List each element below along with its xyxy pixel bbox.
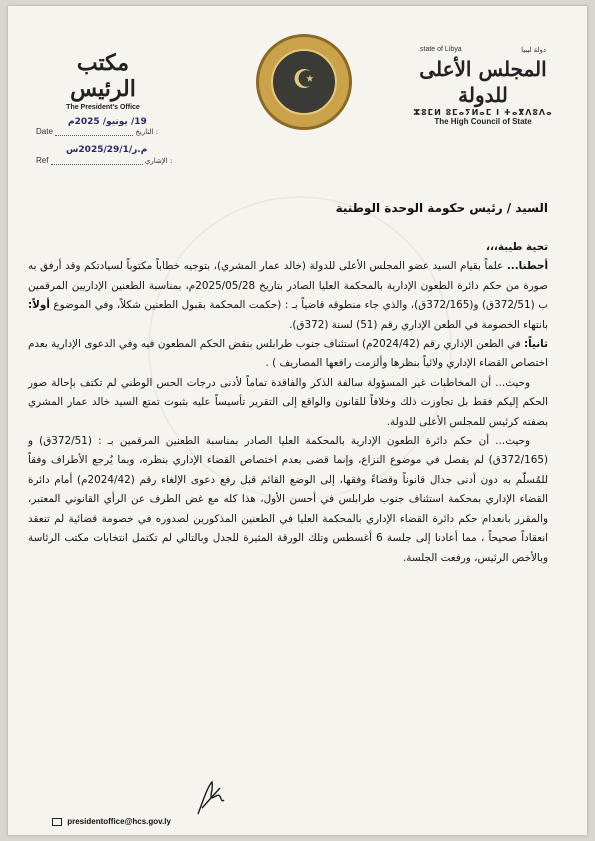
paragraph-2: [28, 335, 548, 374]
council-title-amazigh: ⵣⵓⵎⵍ ⵓⵎⴰⵢⵍⴰⵎ ⵏ ⵜⴰⴳⴷⵓⴷⴰ: [413, 108, 553, 117]
letter-page: [8, 6, 587, 835]
date-label-ar: التاريخ :: [135, 128, 159, 136]
paragraph-1-text: علماً بقيام السيد عضو المجلس الأعلى للدولة (خالد عمار المشري)، بتوجيه خطاباً مكتوباً لسيادتكم وقد أرفق به صورة من حكم دائرة الطعون الإدارية بالمحكمة العليا الصادر بتاريخ 2025/05/28م، بمناسبة الطعنين الإداريين المرقمين ب (372/51ق) و(372/165ق)، والذي جاء منطوقه قاضياً بـ : (حكمت المحكمة بقبول الطعنين شكلاً، وفي الموضوع: [28, 260, 548, 312]
date-label-en: Date: [36, 127, 53, 136]
date-row: [36, 127, 158, 136]
paragraph-1-lead: أحطنا...: [506, 260, 549, 273]
ref-row: [36, 156, 172, 165]
date-value: 19/ يونيو/ 2025م: [68, 117, 147, 127]
paragraph-2-lead: ثانياً:: [523, 338, 548, 351]
paragraph-1-first: أولاً:: [28, 299, 50, 312]
ref-label-en: Ref: [36, 156, 49, 165]
footer-email-row: [52, 817, 171, 826]
signature-icon: [194, 778, 228, 818]
ref-value: م.ر/2025/29/1س: [66, 145, 148, 155]
letter-body: [28, 238, 548, 568]
state-label-ar: دولة ليبيا: [521, 47, 546, 54]
addressee: السيد / رئيس حكومة الوحدة الوطنية: [335, 201, 548, 215]
ref-label-ar: الإشاري :: [144, 157, 173, 165]
council-header: [408, 46, 558, 126]
footer-email[interactable]: presidentoffice@hcs.gov.ly: [67, 817, 171, 826]
presidents-office-header: [48, 50, 158, 111]
mail-icon: [52, 818, 62, 826]
office-title-en: The President's Office: [66, 104, 140, 111]
greeting: تحية طيبة،،،: [486, 241, 548, 253]
paragraph-3: وحيث... أن المخاطبات غير المسؤولة سالفة الذكر والفاقدة تماماً لأدنى درجات الحس الوطني لم تكتف بإحالة صور الحكم إليكم فقط بل تجاوزت ذلك وخلافاً للقانون والواقع إلى التقرير تأسيساً عليه بثبوت تمتع السيد خالد عمار المشري بصفته كرئيس للمجلس الأعلى للدولة.: [28, 376, 548, 428]
state-label-en: state of Libya: [420, 46, 462, 53]
paragraph-4: وحيث... أن حكم دائرة الطعون الإدارية بالمحكمة العليا الصادر بمناسبة الطعنين المرقمين بـ : (372/51ق) و (372/165ق) لم يفصل في موضوع النزاع، وإنما قضى بعدم اختصاص القضاء الإداري بنظره، وبما يُرجع الأطراف وفقاً للمُسلّم به دون أدنى جدال قانوناً وقضاءً وفقها، إلى الوضع القائم قبل رفع دعوى الإلغاء رقم (2024/42م) أمام دائرة القضاء الإداري بمحكمة استئناف جنوب طرابلس في أحسن الأول، هذا كله مع غض الطرف عن الرأي القانوني المعتبر، والمقرر بانعدام حكم دائرة القضاء الإداري بالمحكمة العليا في الطعنين المذكورين لصدوره في خصومة قضائية لم تنعقد انعقاداً صحيحاً ، مما أعادنا إلى جلسة 6 أغسطس وتلك الورقة المثيرة للجدل وبالتالي لم تكتمل انتخابات مكتب الرئاسة وبالأخص الرئيس، ورفعت الجلسة.: [28, 435, 548, 564]
office-title-ar: مكتب الرئيس: [70, 50, 136, 102]
paragraph-2-text: في الطعن الإداري رقم (2024/42م) استئناف جنوب طرابلس بنقض الحكم المطعون فيه وفي الدعوى الإدارية بعدم اختصاص القضاء الإداري ولائياً بنظرها وألزمت رافعها المصاريف ) .: [28, 338, 548, 370]
paragraph-1-tail: بانتهاء الخصومة في الطعن الإداري رقم (51) لسنة (372ق).: [289, 318, 548, 331]
council-title-ar: المجلس الأعلى للدولة: [419, 57, 547, 107]
paragraph-1: [28, 257, 548, 335]
council-title-en: The High Council of State: [434, 117, 532, 126]
emblem-seal-icon: ☪: [256, 34, 352, 130]
